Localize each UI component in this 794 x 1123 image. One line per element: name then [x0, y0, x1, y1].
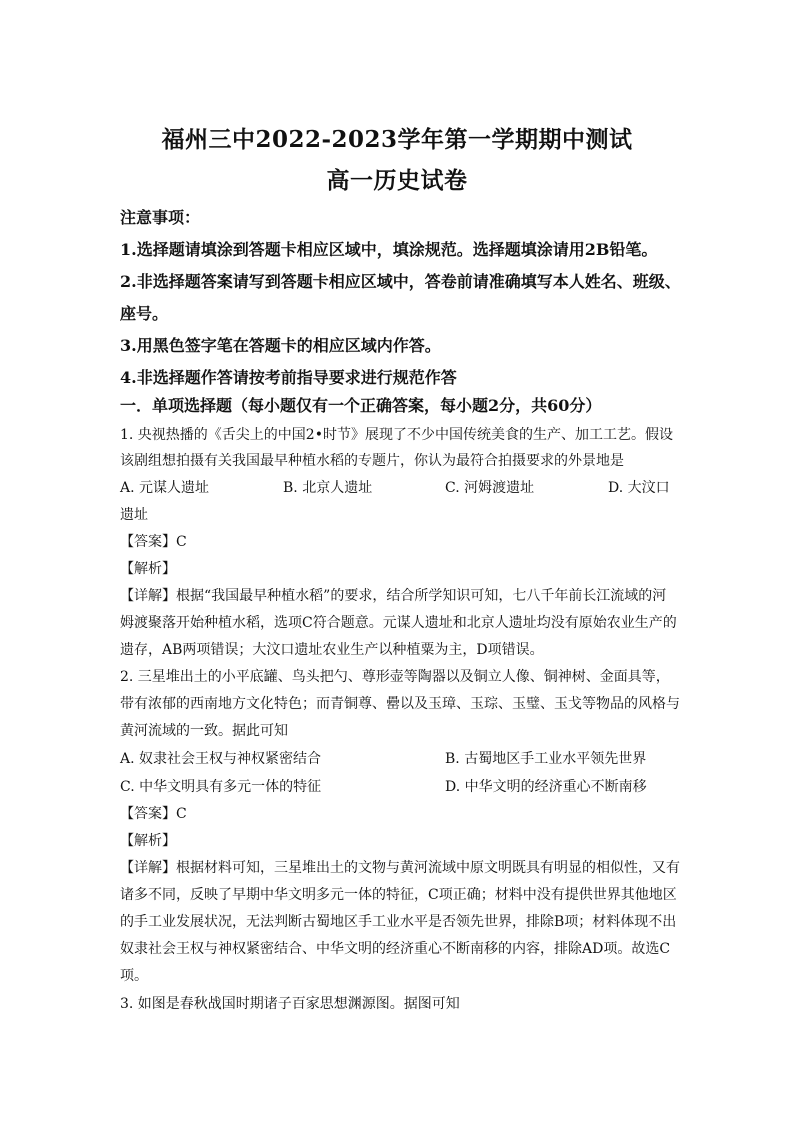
q2-answer: 【答案】C	[120, 806, 187, 822]
exam-title: 福州三中2022-2023学年第一学期期中测试	[161, 126, 633, 153]
notice-item-2: 2.非选择题答案请写到答题卡相应区域中，答卷前请准确填写本人姓名、班级、	[120, 272, 681, 291]
q1-detail-line-2: 姆渡聚落开始种植水稻，选项C符合题意。元谋人遗址和北京人遗址均没有原始农业生产的	[120, 615, 677, 631]
q1-detail-line-3: 遗存，AB两项错误；大汶口遗址农业生产以种植粟为主，D项错误。	[120, 642, 544, 658]
q2-detail-line-1: 【详解】根据材料可知，三星堆出土的文物与黄河流域中原文明既具有明显的相似性，又有	[120, 860, 680, 876]
q1-answer: 【答案】C	[120, 534, 187, 550]
q1-option-c: C. 河姆渡遗址	[445, 480, 535, 496]
q2-option-a: A. 奴隶社会王权与神权紧密结合	[120, 751, 322, 767]
notice-item-4: 4.非选择题作答请按考前指导要求进行规范作答	[120, 368, 457, 387]
q1-option-d-cont: 遗址	[120, 507, 148, 523]
notice-item-2-cont: 座号。	[120, 304, 169, 323]
notice-item-1: 1.选择题请填涂到答题卡相应区域中，填涂规范。选择题填涂请用2B铅笔。	[120, 240, 658, 259]
q1-option-d: D. 大汶口	[608, 480, 670, 496]
q2-detail-line-4: 奴隶社会王权与神权紧密结合、中华文明的经济重心不断南移的内容，排除AD项。故选C	[120, 941, 671, 957]
notice-item-3: 3.用黑色签字笔在答题卡的相应区域内作答。	[120, 336, 441, 355]
q1-analysis-label: 【解析】	[120, 561, 176, 577]
q1-stem-line-2: 该剧组想拍摄有关我国最早种植水稻的专题片，你认为最符合拍摄要求的外景地是	[120, 453, 624, 469]
section-heading: 一．单项选择题（每小题仅有一个正确答案，每小题2分，共60分）	[120, 396, 602, 415]
q2-option-b: B. 古蜀地区手工业水平领先世界	[445, 751, 647, 767]
exam-subtitle: 高一历史试卷	[326, 167, 468, 194]
q2-stem-line-2: 带有浓郁的西南地方文化特色；而青铜尊、罍以及玉璋、玉琮、玉璧、玉戈等物品的风格与	[120, 696, 680, 712]
q3-stem-line-1: 3. 如图是春秋战国时期诸子百家思想渊源图。据图可知	[120, 996, 460, 1012]
q2-detail-line-5: 项。	[120, 968, 148, 984]
q2-stem-line-3: 黄河流域的一致。据此可知	[120, 723, 288, 739]
q2-stem-line-1: 2. 三星堆出土的小平底罐、鸟头把勺、尊形壶等陶器以及铜立人像、铜神树、金面具等，	[120, 669, 670, 685]
q1-detail-line-1: 【详解】根据“我国最早种植水稻”的要求，结合所学知识可知，七八千年前长江流域的河	[120, 588, 667, 604]
q2-option-d: D. 中华文明的经济重心不断南移	[445, 779, 647, 795]
q1-option-a: A. 元谋人遗址	[120, 480, 210, 496]
q1-option-b: B. 北京人遗址	[283, 480, 373, 496]
notice-heading: 注意事项：	[120, 208, 201, 227]
q2-detail-line-3: 的手工业发展状况，无法判断古蜀地区手工业水平是否领先世界，排除B项；材料体现不出	[120, 914, 677, 930]
q2-option-c: C. 中华文明具有多元一体的特征	[120, 779, 322, 795]
q2-analysis-label: 【解析】	[120, 833, 176, 849]
q1-stem-line-1: 1. 央视热播的《舌尖上的中国2•时节》展现了不少中国传统美食的生产、加工工艺。假设	[120, 427, 673, 443]
q2-detail-line-2: 诸多不同，反映了早期中华文明多元一体的特征，C项正确；材料中没有提供世界其他地区	[120, 887, 677, 903]
